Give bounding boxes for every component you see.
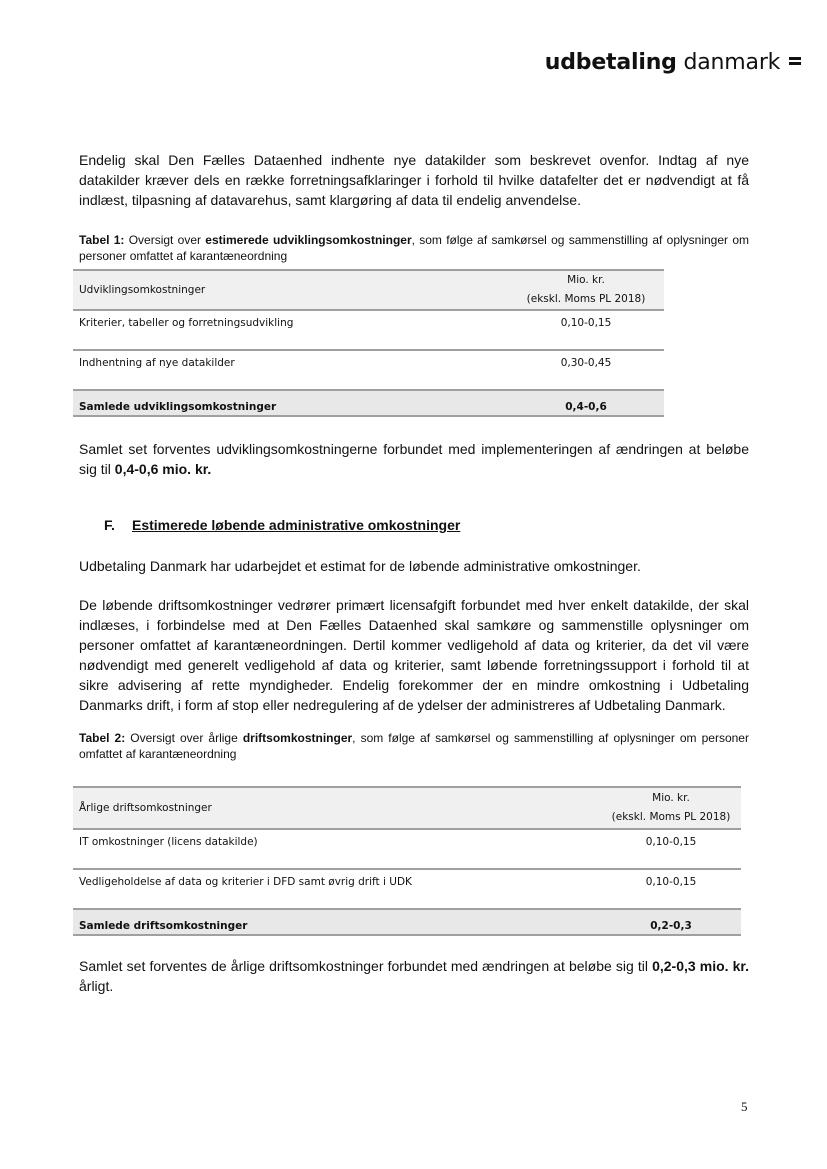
para5-amount: 0,2-0,3 mio. kr. [652,958,750,974]
para5-suffix: årligt. [79,978,114,994]
table1-caption-post: , som følge af samkørsel og sammenstilling af oplysninger om personer omfattet af karantæneordning [79,233,749,263]
table1-row1-value: 0,10-0,15 [508,310,664,350]
table-driftsomkostninger [73,786,741,936]
section-number: F. [104,517,115,533]
table2-caption [79,730,749,762]
para2-amount: 0,4-0,6 mio. kr. [114,461,212,477]
paragraph-drift-summary [79,956,749,996]
section-title: Estimerede løbende administrative omkostninger [132,517,461,533]
table-row [73,829,741,869]
table2-caption-bold: driftsomkostninger [242,731,353,745]
table2-unit-line2: (ekskl. Moms PL 2018) [611,811,731,823]
section-heading [104,517,460,533]
para2-text: Samlet set forventes udviklingsomkostningerne forbundet med implementeringen af ændringen at beløbe sig til [79,441,749,477]
udbetaling-danmark-logo [545,50,801,75]
table2-total-row [73,909,741,935]
para5-text: Samlet set forventes de årlige driftsomkostninger forbundet med ændringen at beløbe sig til [79,958,653,974]
table1-row1-label: Kriterier, tabeller og forretningsudvikling [73,310,508,350]
logo-bold-text: udbetaling [544,50,677,75]
table1-row2-label: Indhentning af nye datakilder [73,350,508,390]
table-row [73,350,664,390]
table2-caption-pre: Oversigt over årlige [125,731,243,745]
table-udviklingsomkostninger [73,269,664,417]
table2-row1-value: 0,10-0,15 [601,829,741,869]
table1-caption [79,232,749,264]
table1-caption-bold: estimerede udviklingsomkostninger [205,233,412,247]
table2-unit-line1: Mio. kr. [652,792,690,804]
page-number: 5 [741,1099,748,1114]
table2-row2-label: Vedligeholdelse af data og kriterier i DFD samt øvrig drift i UDK [73,869,601,909]
table1-row2-value: 0,30-0,45 [508,350,664,390]
table1-unit-line1: Mio. kr. [567,274,605,286]
table2-col1-header: Årlige driftsomkostninger [73,787,601,829]
table2-unit-header [601,787,741,829]
table1-col1-header: Udviklingsomkostninger [73,270,508,310]
paragraph-estimat: Udbetaling Danmark har udarbejdet et estimat for de løbende administrative omkostninger. [79,558,641,574]
table2-total-value: 0,2-0,3 [601,909,741,935]
logo-equals-icon [789,55,801,67]
logo-light-text: danmark [683,50,781,75]
table1-total-label: Samlede udviklingsomkostninger [73,390,508,416]
table2-total-label: Samlede driftsomkostninger [73,909,601,935]
table1-unit-line2: (ekskl. Moms PL 2018) [526,293,646,305]
table1-unit-header [508,270,664,310]
table2-caption-label: Tabel 2: [79,731,126,745]
table-row [73,869,741,909]
paragraph-datakilder: Endelig skal Den Fælles Dataenhed indhente nye datakilder som beskrevet ovenfor. Indtag af nye datakilder kræver dels en række forretningsafklaringer i forhold til hvilke datafelter det er nødvendigt at få indlæst, tilpasning af datavarehus, samt klargøring af data til endelig anvendelse. [79,152,749,208]
table-row [73,310,664,350]
paragraph-driftsomkostninger: De løbende driftsomkostninger vedrører primært licensafgift forbundet med hver enkelt datakilde, der skal indlæses, i forbindelse med at Den Fælles Dataenhed skal samkøre og sammenstille oplysninger om personer omfattet af karantæneordningen. Dertil kommer vedligehold af data og kriterier, da det vil være nødvendigt med generelt vedligehold af data og kriterier, samt løbende forretningssupport i forhold til at sikre advisering af rette myndigheder. Endelig forekommer der en mindre omkostning i Udbetaling Danmarks drift, i form af stop eller nedregulering af de ydelser der administreres af Udbetaling Danmark. [79,597,749,713]
table2-row1-label: IT omkostninger (licens datakilde) [73,829,601,869]
table1-caption-pre: Oversigt over [124,233,206,247]
table2-header-row [73,787,741,829]
table2-row2-value: 0,10-0,15 [601,869,741,909]
paragraph-udvikling-summary [79,439,749,479]
table1-total-row [73,390,664,416]
table1-total-value: 0,4-0,6 [508,390,664,416]
table1-header-row [73,270,664,310]
table1-caption-label: Tabel 1: [79,233,125,247]
table2-caption-post: , som følge af samkørsel og sammenstilling af oplysninger om personer omfattet af karantæneordning [79,731,749,761]
